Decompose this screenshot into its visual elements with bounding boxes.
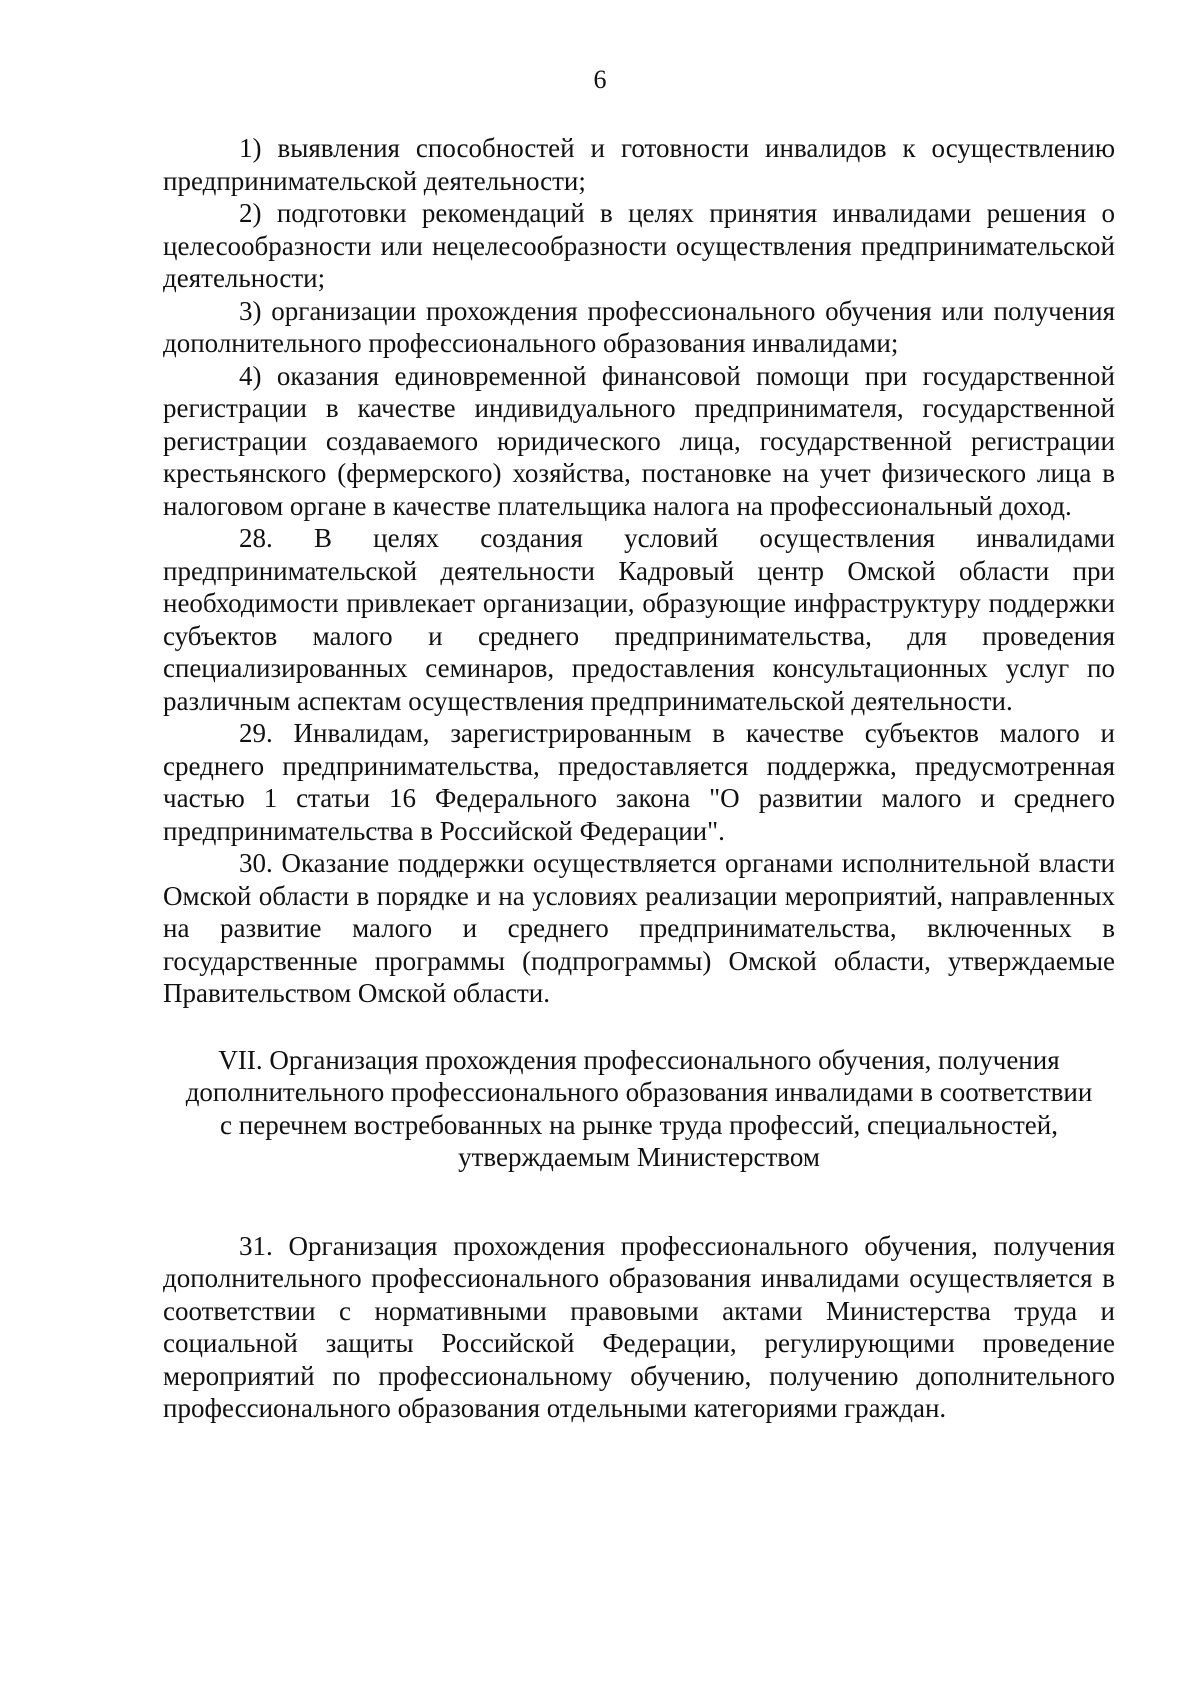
- document-body: [163, 132, 1115, 1425]
- paragraph-item-4: 4) оказания единовременной финансовой помощи при государственной регистрации в качестве индивидуального предпринимателя, государственной регистрации создаваемого юридического лица, государственной регистрации крестьянского (фермерского) хозяйства, постановке на учет физического лица в налоговом органе в качестве плательщика налога на профессиональный доход.: [163, 360, 1115, 521]
- section-heading-line-3: с перечнем востребованных на рынке труда профессий, специальностей,: [220, 1109, 1058, 1140]
- paragraph-clause-30: 30. Оказание поддержки осуществляется органами исполнительной власти Омской области в порядке и на условиях реализации мероприятий, направленных на развитие малого и среднего предпринимательства, включенных в государственные программы (подпрограммы) Омской области, утверждаемые Правительством Омской области.: [163, 848, 1115, 1008]
- paragraph-clause-28: 28. В целях создания условий осуществления инвалидами предпринимательской деятельности Кадровый центр Омской области при необходимости привлекает организации, образующие инфраструктуру поддержки субъектов малого и среднего предпринимательства, для проведения специализированных семинаров, предоставления консультационных услуг по различным аспектам осуществления предпринимательской деятельности.: [163, 523, 1115, 716]
- paragraph-item-2: 2) подготовки рекомендаций в целях принятия инвалидами решения о целесообразности или нецелесообразности осуществления предпринимательской деятельности;: [163, 198, 1115, 293]
- section-heading-line-4: утверждаемым Министерством: [458, 1142, 820, 1172]
- paragraph-item-3: 3) организации прохождения профессионального обучения или получения дополнительного профессионального образования инвалидами;: [163, 295, 1115, 358]
- paragraph-item-1: 1) выявления способностей и готовности инвалидов к осуществлению предпринимательской деятельности;: [163, 133, 1115, 196]
- section-heading-line-1: VII. Организация прохождения профессионального обучения, получения: [218, 1044, 1060, 1075]
- section-heading-line-2: дополнительного профессионального образования инвалидами в соответствии: [185, 1077, 1093, 1107]
- page-number: 6: [593, 65, 607, 94]
- paragraph-clause-31: 31. Организация прохождения профессионального обучения, получения дополнительного профессионального образования инвалидами осуществляется в соответствии с нормативными правовыми актами Министерства труда и социальной защиты Российской Федерации, регулирующими проведение мероприятий по профессиональному обучению, получению дополнительного профессионального образования отдельными категориями граждан.: [163, 1230, 1115, 1423]
- paragraph-clause-29: 29. Инвалидам, зарегистрированным в качестве субъектов малого и среднего предпринимательства, предоставляется поддержка, предусмотренная частью 1 статьи 16 Федерального закона "О развитии малого и среднего предпринимательства в Российской Федерации".: [163, 718, 1115, 846]
- section-heading-vii: [163, 1044, 1115, 1174]
